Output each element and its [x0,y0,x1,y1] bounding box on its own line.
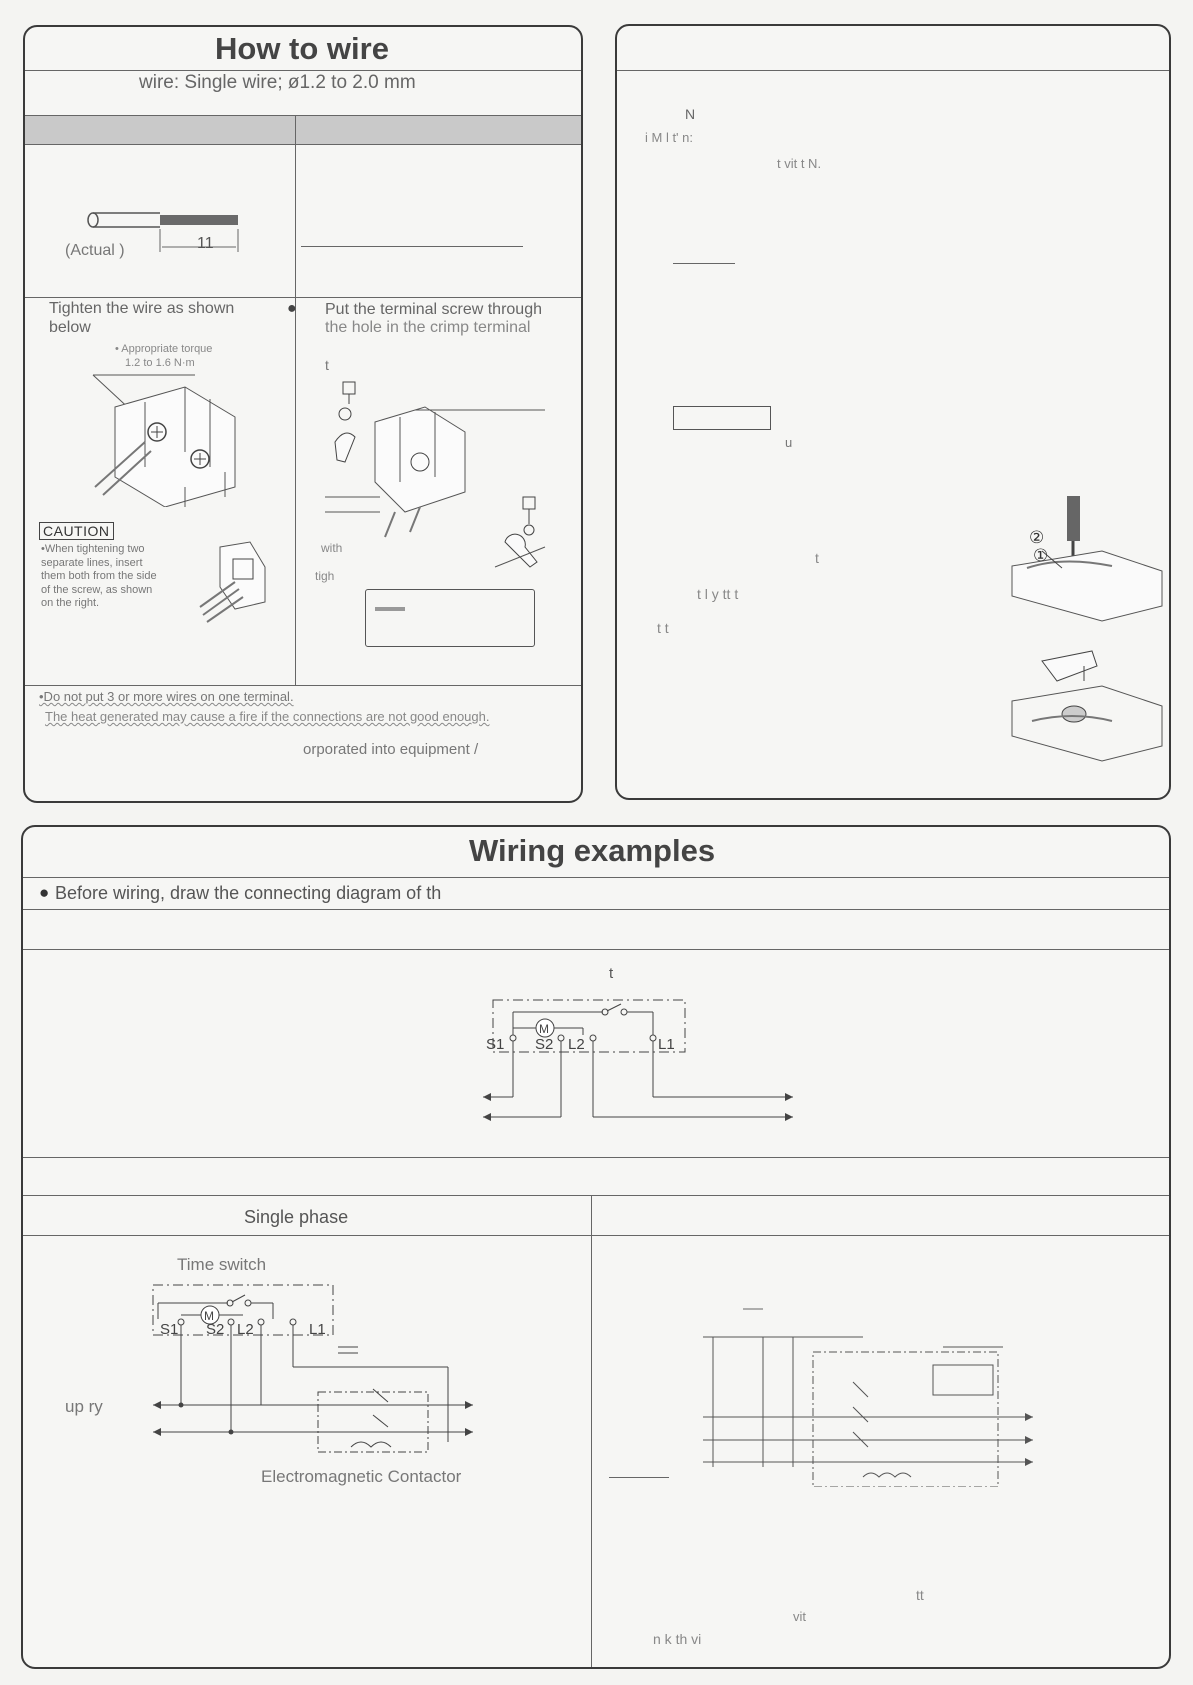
wire-spec: wire: Single wire; ø1.2 to 2.0 mm [139,72,416,93]
caution-line: them both from the side [41,570,157,582]
crimp-terminal-illustration [325,372,555,612]
single-phase-diagram [113,1277,513,1457]
torque-value: 1.2 to 1.6 N·m [125,357,195,369]
wiring-examples-title: Wiring examples [469,833,716,868]
tighten-text-1: Tighten the wire as shown [49,300,235,317]
wiring-instruction: Before wiring, draw the connecting diagram of th [55,883,442,903]
caution-label: CAUTION [39,522,114,540]
caution-line: of the screw, as shown [41,583,153,596]
crimp-with: with [321,541,343,555]
single-phase-header: Single phase [244,1207,349,1227]
instruction-bullet: ● [39,883,50,902]
crimp-text-3: t [325,357,329,373]
how-to-wire-panel [23,25,583,803]
crimp-text-2: the hole in the crimp terminal [325,319,531,336]
three-phase-fragment-row: n k th vi [653,1631,702,1647]
supply-label: up ry [65,1397,103,1416]
wiring-examples-panel [21,825,1171,1669]
step-1-marker: ① [1033,546,1049,565]
right-fragment-u: u [785,435,793,450]
incorporated-text: orporated into equipment / [303,741,479,758]
crimp-inset-box [365,589,535,647]
single-phase-motor: M [204,1309,214,1323]
step-2-marker: ② [1029,528,1045,547]
single-phase-terminal: L1 [309,1321,326,1338]
diagram1-top-label: t [609,965,614,982]
diagram1-terminal: L1 [658,1036,675,1053]
crimp-bullet: ● [287,300,297,317]
diagram1-terminal: S1 [486,1036,505,1053]
warning-line-2: The heat generated may cause a fire if the connections are not good enough. [45,709,490,724]
right-fragment-row: i M l t' n: [645,130,693,145]
right-fragment-row2: t vit t N. [777,156,822,171]
strip-length: 11 [197,235,214,252]
diagram1-motor: M [539,1022,549,1036]
terminal-block-illustration [85,367,255,507]
single-phase-terminal: S1 [160,1321,179,1338]
diagram1-terminal: S2 [535,1036,554,1053]
caution-line: •When tightening two [41,543,145,555]
electromagnetic-contactor-label: Electromagnetic Contactor [261,1467,462,1486]
strip-actual-label: (Actual ) [65,242,125,259]
single-phase-terminal: L2 [237,1321,254,1338]
diagram1-terminal: L2 [568,1036,585,1053]
diagram1-wiring [453,992,813,1137]
table-header-band [25,116,581,144]
screwdriver-illustration [1002,496,1167,796]
tighten-text-2: below [49,319,91,336]
three-phase-fragment-vit: vit [793,1609,806,1624]
right-empty-box [673,406,771,430]
warning-line-1: •Do not put 3 or more wires on one terminal. [39,689,294,704]
how-to-wire-title: How to wire [215,31,389,66]
caution-line: separate lines, insert [41,556,143,569]
right-fragment-t: t [815,550,819,566]
caution-line: on the right. [41,597,100,609]
right-top-panel [615,24,1171,800]
right-fragment-n: N [685,106,696,122]
right-fragment-row4: t t [657,620,669,636]
crimp-text-1: Put the terminal screw through [325,301,542,318]
right-fragment-row3: t l y tt t [697,586,739,602]
caution-text [41,543,157,611]
three-phase-fragment-tt: tt [916,1587,924,1603]
time-switch-label: Time switch [177,1255,267,1274]
crimp-tigh: tigh [315,569,335,583]
two-wire-illustration [195,537,275,627]
torque-label: • Appropriate torque [115,343,213,355]
three-phase-diagram [703,1307,1103,1487]
single-phase-terminal: S2 [206,1321,225,1338]
